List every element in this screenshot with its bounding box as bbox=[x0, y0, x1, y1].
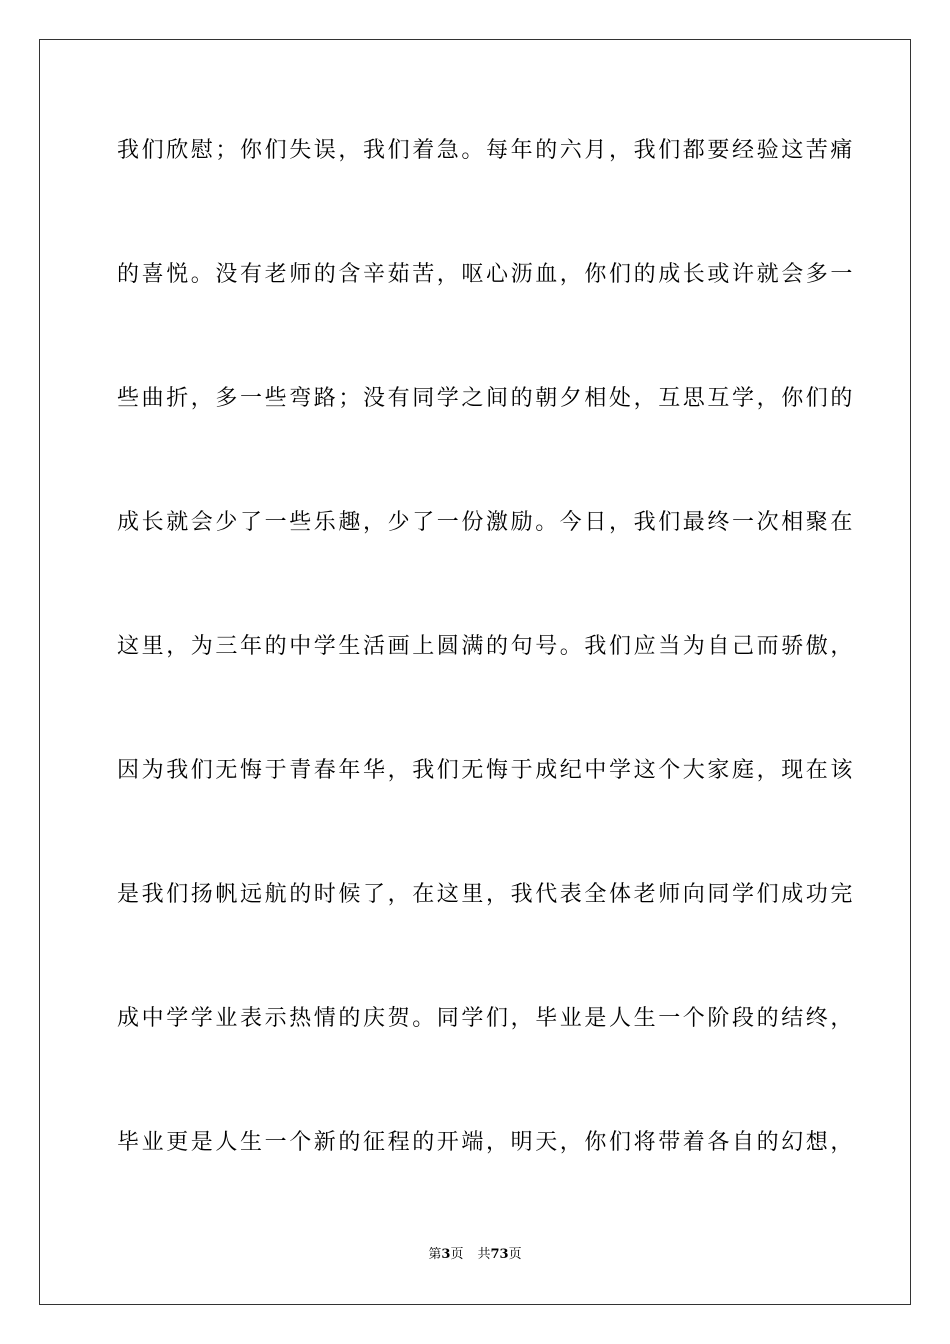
page-footer bbox=[0, 1246, 950, 1264]
page-number-suffix: 页 bbox=[450, 1247, 464, 1262]
text-line: 毕业更是人生一个新的征程的开端，明天，你们将带着各自的幻想， bbox=[117, 1130, 856, 1155]
total-pages-suffix: 页 bbox=[508, 1247, 522, 1262]
text-line: 成长就会少了一些乐趣，少了一份激励。今日，我们最终一次相聚在 bbox=[117, 510, 856, 535]
text-line: 这里，为三年的中学生活画上圆满的句号。我们应当为自己而骄傲， bbox=[117, 634, 856, 659]
text-line: 因为我们无悔于青春年华，我们无悔于成纪中学这个大家庭，现在该 bbox=[117, 758, 856, 783]
total-pages: 73 bbox=[490, 1247, 509, 1262]
page-frame bbox=[39, 39, 911, 1305]
text-line: 我们欣慰；你们失误，我们着急。每年的六月，我们都要经验这苦痛 bbox=[117, 138, 856, 163]
text-line: 些曲折，多一些弯路；没有同学之间的朝夕相处，互思互学，你们的 bbox=[117, 386, 856, 411]
text-line: 的喜悦。没有老师的含辛茹苦，呕心沥血，你们的成长或许就会多一 bbox=[117, 262, 856, 287]
text-line: 成中学学业表示热情的庆贺。同学们，毕业是人生一个阶段的结终， bbox=[117, 1006, 856, 1031]
page-number: 3 bbox=[441, 1247, 451, 1262]
page-number-prefix: 第 bbox=[428, 1247, 442, 1262]
total-pages-prefix: 共 bbox=[477, 1247, 491, 1262]
text-line: 是我们扬帆远航的时候了，在这里，我代表全体老师向同学们成功完 bbox=[117, 882, 856, 907]
